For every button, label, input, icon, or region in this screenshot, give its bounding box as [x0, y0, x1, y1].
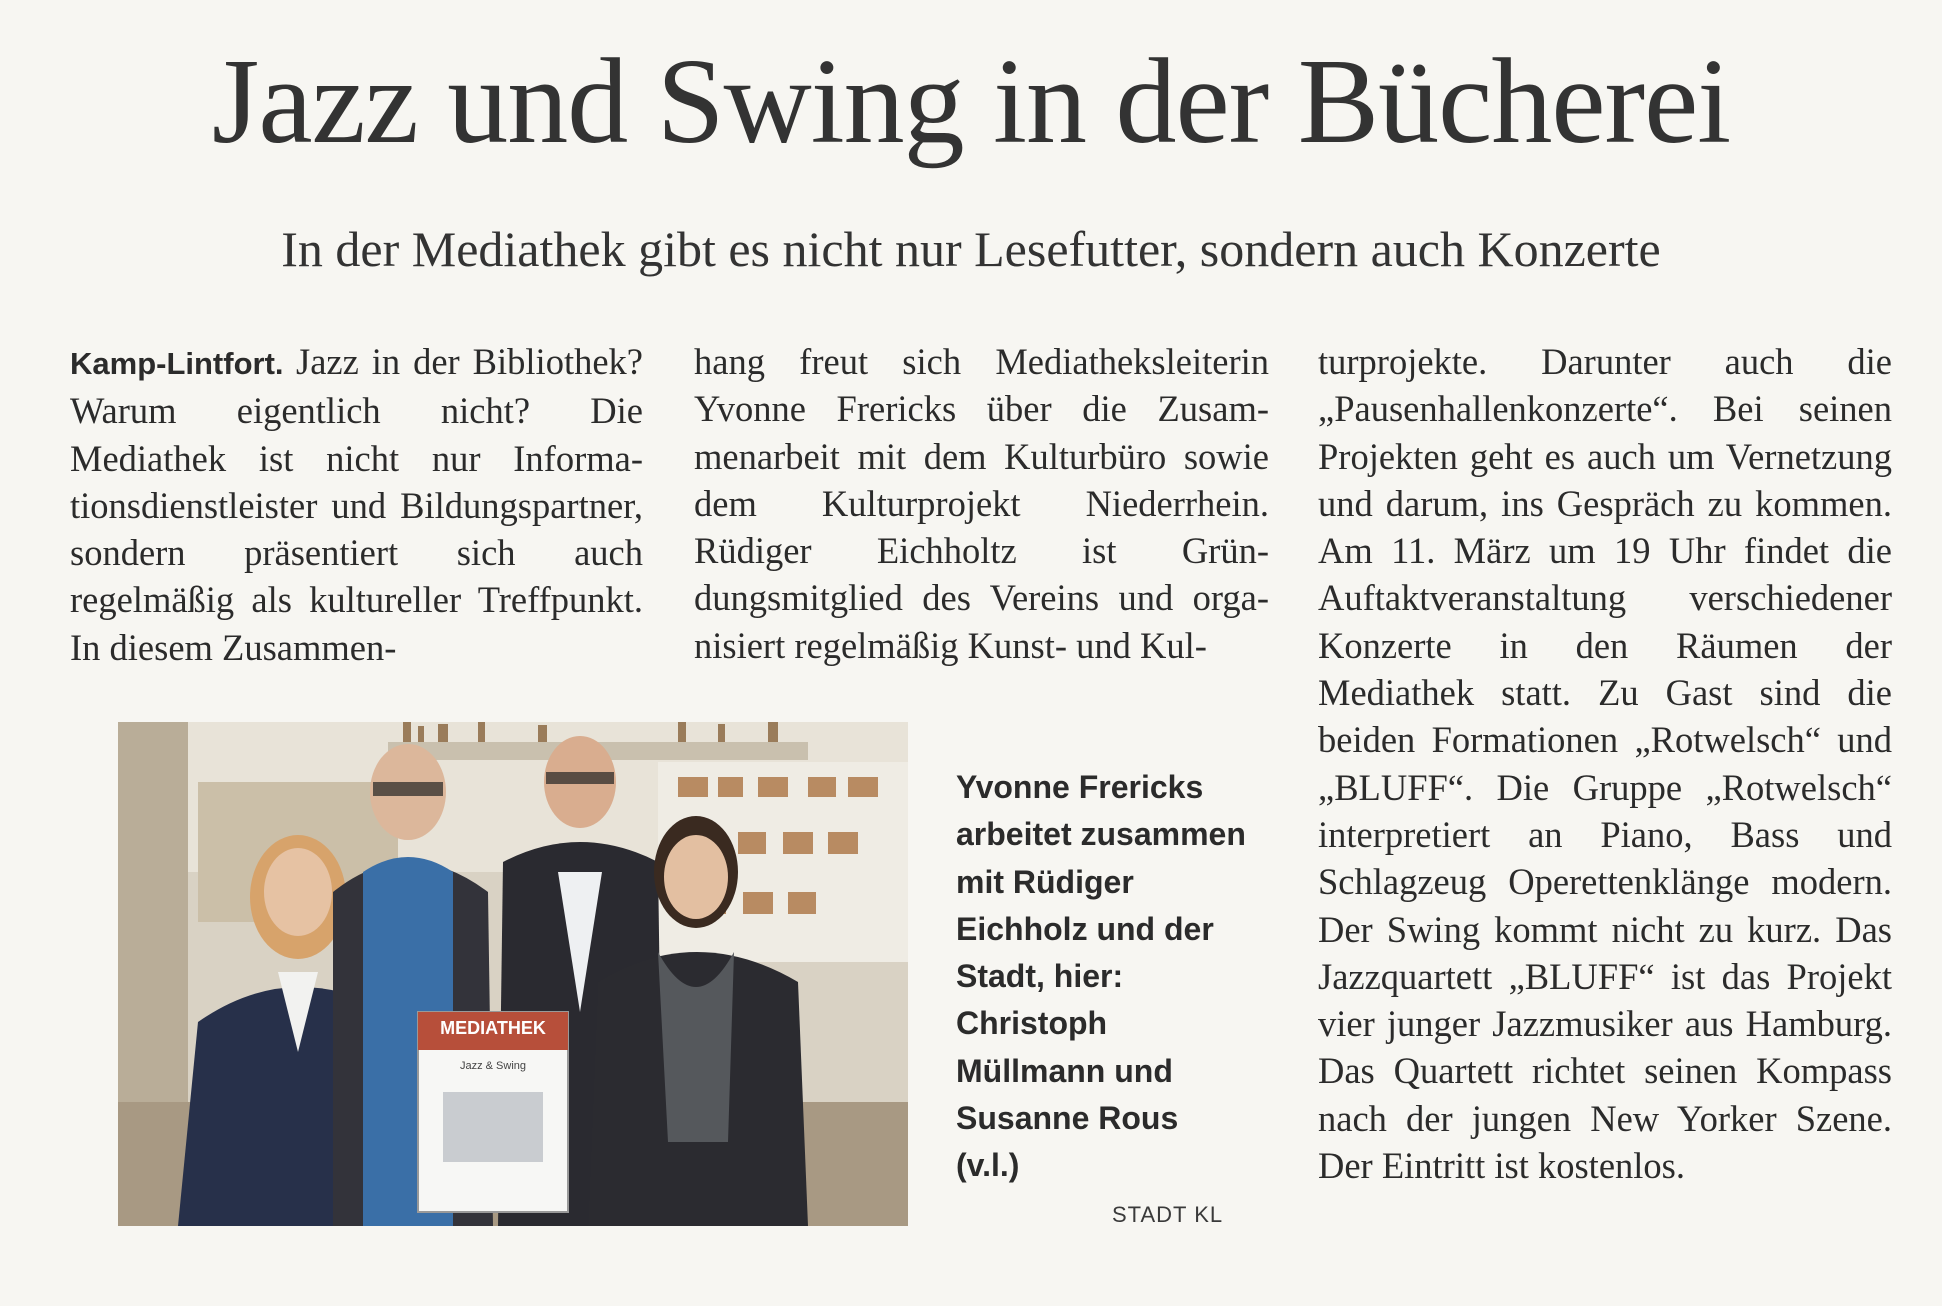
subheadline: In der Mediathek gibt es nicht nur Lesefutter, sondern auch Konzerte: [281, 221, 1661, 277]
dateline: Kamp-Lintfort.: [70, 346, 296, 381]
headline: Jazz und Swing in der Bücherei: [211, 34, 1731, 169]
article-text-2: hang freut sich Mediatheksleiterin Yvonne Frericks über die Zusammenarbeit mit dem Kulturbüro sowie dem Kulturprojekt Niederrhein. Rüdiger Eichholtz ist Gründungsmitglied des Vereins und organisiert regelmäßig Kunst- und Kul-: [694, 341, 1269, 666]
article-column-2: [694, 338, 1269, 669]
article-column-1: [70, 338, 643, 671]
photo-credit: STADT KL: [1112, 1202, 1224, 1227]
poster-subtitle: Jazz & Swing: [459, 1060, 527, 1072]
photo-caption: Yvonne Frericks arbeitet zusammen mit Rüdiger Eichholz und der Stadt, hier: Christoph Müllmann und Susanne Rous (v.l.): [956, 769, 1246, 1184]
article-column-3: [1318, 338, 1892, 1189]
article-text-1: Jazz in der Bibliothek? Warum eigentlich nicht? Die Mediathek ist nicht nur Informationsdienstleister und Bildungspartner, sondern präsentiert sich auch regelmäßig als kultureller Treffpunkt. In diesem Zusammen-: [70, 341, 643, 668]
poster-title: MEDIATHEK: [440, 1018, 546, 1038]
article-photo: [118, 722, 908, 1226]
photo-illustration: [118, 722, 908, 1226]
article-text-3: turprojekte. Darunter auch die „Pausenhallenkonzerte“. Bei seinen Projekten geht es auch um Vernetzung und darum, ins Gespräch zu kommen. Am 11. März um 19 Uhr findet die Auftaktveranstaltung verschiedener Konzerte in den Räumen der Mediathek statt. Zu Gast sind die beiden Formationen „Rotwelsch“ und „BLUFF“. Die Gruppe „Rotwelsch“ interpretiert an Piano, Bass und Schlagzeug Operettenklänge modern. Der Swing kommt nicht zu kurz. Das Jazzquartett „BLUFF“ ist das Projekt vier junger Jazzmusiker aus Hamburg. Das Quartett richtet seinen Kompass nach der jungen New Yorker Szene. Der Eintritt ist kostenlos.: [1318, 341, 1892, 1187]
